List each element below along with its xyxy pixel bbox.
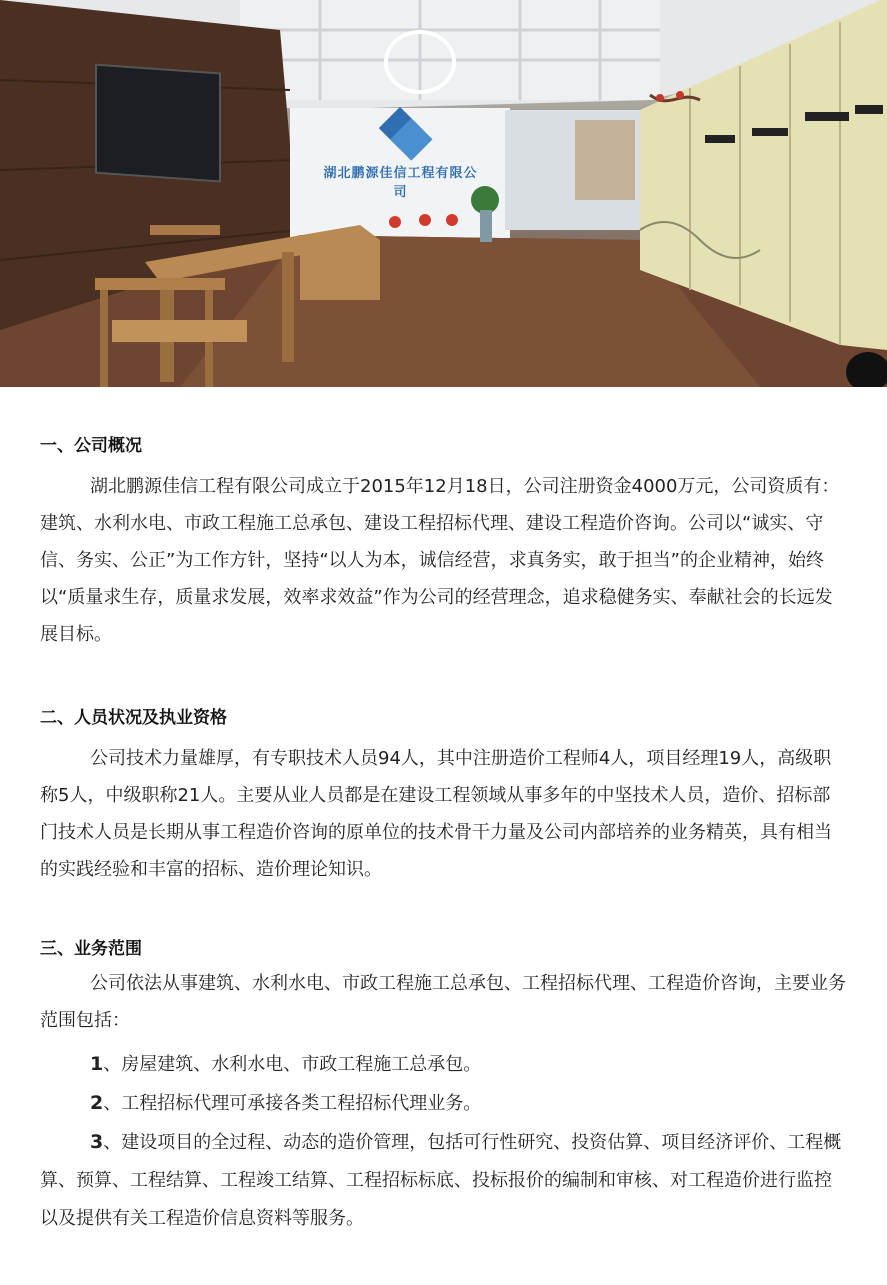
- list-item: [40, 1084, 847, 1123]
- item-text: 、房屋建筑、水利水电、市政工程施工总承包。: [103, 1054, 482, 1075]
- section-paragraph: 湖北鹏源佳信工程有限公司成立于2015年12月18日，公司注册资金4000万元，公司资质有：建筑、水利水电、市政工程施工总承包、建设工程招标代理、建设工程造价咨询。公司以“诚实、守信、务实、公正”为工作方针，坚持“以人为本，诚信经营，求真务实，敢于担当”的企业精神，始终以“质量求生存，质量求发展，效率求效益”作为公司的经营理念，追求稳健务实、奉献社会的长远发展目标。: [40, 476, 840, 645]
- section-staff: [40, 653, 847, 888]
- item-number: 3: [90, 1131, 104, 1153]
- section-overview: [40, 387, 847, 653]
- section-paragraph: 公司技术力量雄厚，有专职技术人员94人，其中注册造价工程师4人，项目经理19人，高级职称5人，中级职称21人。主要从业人员都是在建设工程领域从事多年的中坚技术人员，造价、招标部门技术人员是长期从事工程造价咨询的原单位的技术骨干力量及公司内部培养的业务精英，具有相当的实践经验和丰富的招标、造价理论知识。: [40, 748, 832, 880]
- item-number: 2: [90, 1092, 104, 1114]
- office-interior-photo: [0, 0, 887, 387]
- article-body: [0, 387, 887, 1238]
- section-heading: 三、业务范围: [40, 939, 142, 959]
- item-text: 、建设项目的全过程、动态的造价管理，包括可行性研究、投资估算、项目经济评价、工程概算、预算、工程结算、工程竣工结算、工程招标标底、投标报价的编制和审核、对工程造价进行监控以及提供有关工程造价信息资料等服务。: [40, 1132, 842, 1229]
- section-business-scope: [40, 888, 847, 1238]
- section-paragraph: 公司依法从事建筑、水利水电、市政工程施工总承包、工程招标代理、工程造价咨询，主要业务范围包括：: [40, 973, 846, 1031]
- item-number: 1: [90, 1053, 104, 1075]
- list-item: [40, 1045, 847, 1084]
- section-heading: 一、公司概况: [40, 436, 142, 456]
- item-text: 、工程招标代理可承接各类工程招标代理业务。: [103, 1093, 482, 1114]
- company-logo-sign: 湖北鹏源佳信工程有限公司: [323, 166, 478, 200]
- section-heading: 二、人员状况及执业资格: [40, 708, 227, 728]
- list-item: [40, 1123, 847, 1238]
